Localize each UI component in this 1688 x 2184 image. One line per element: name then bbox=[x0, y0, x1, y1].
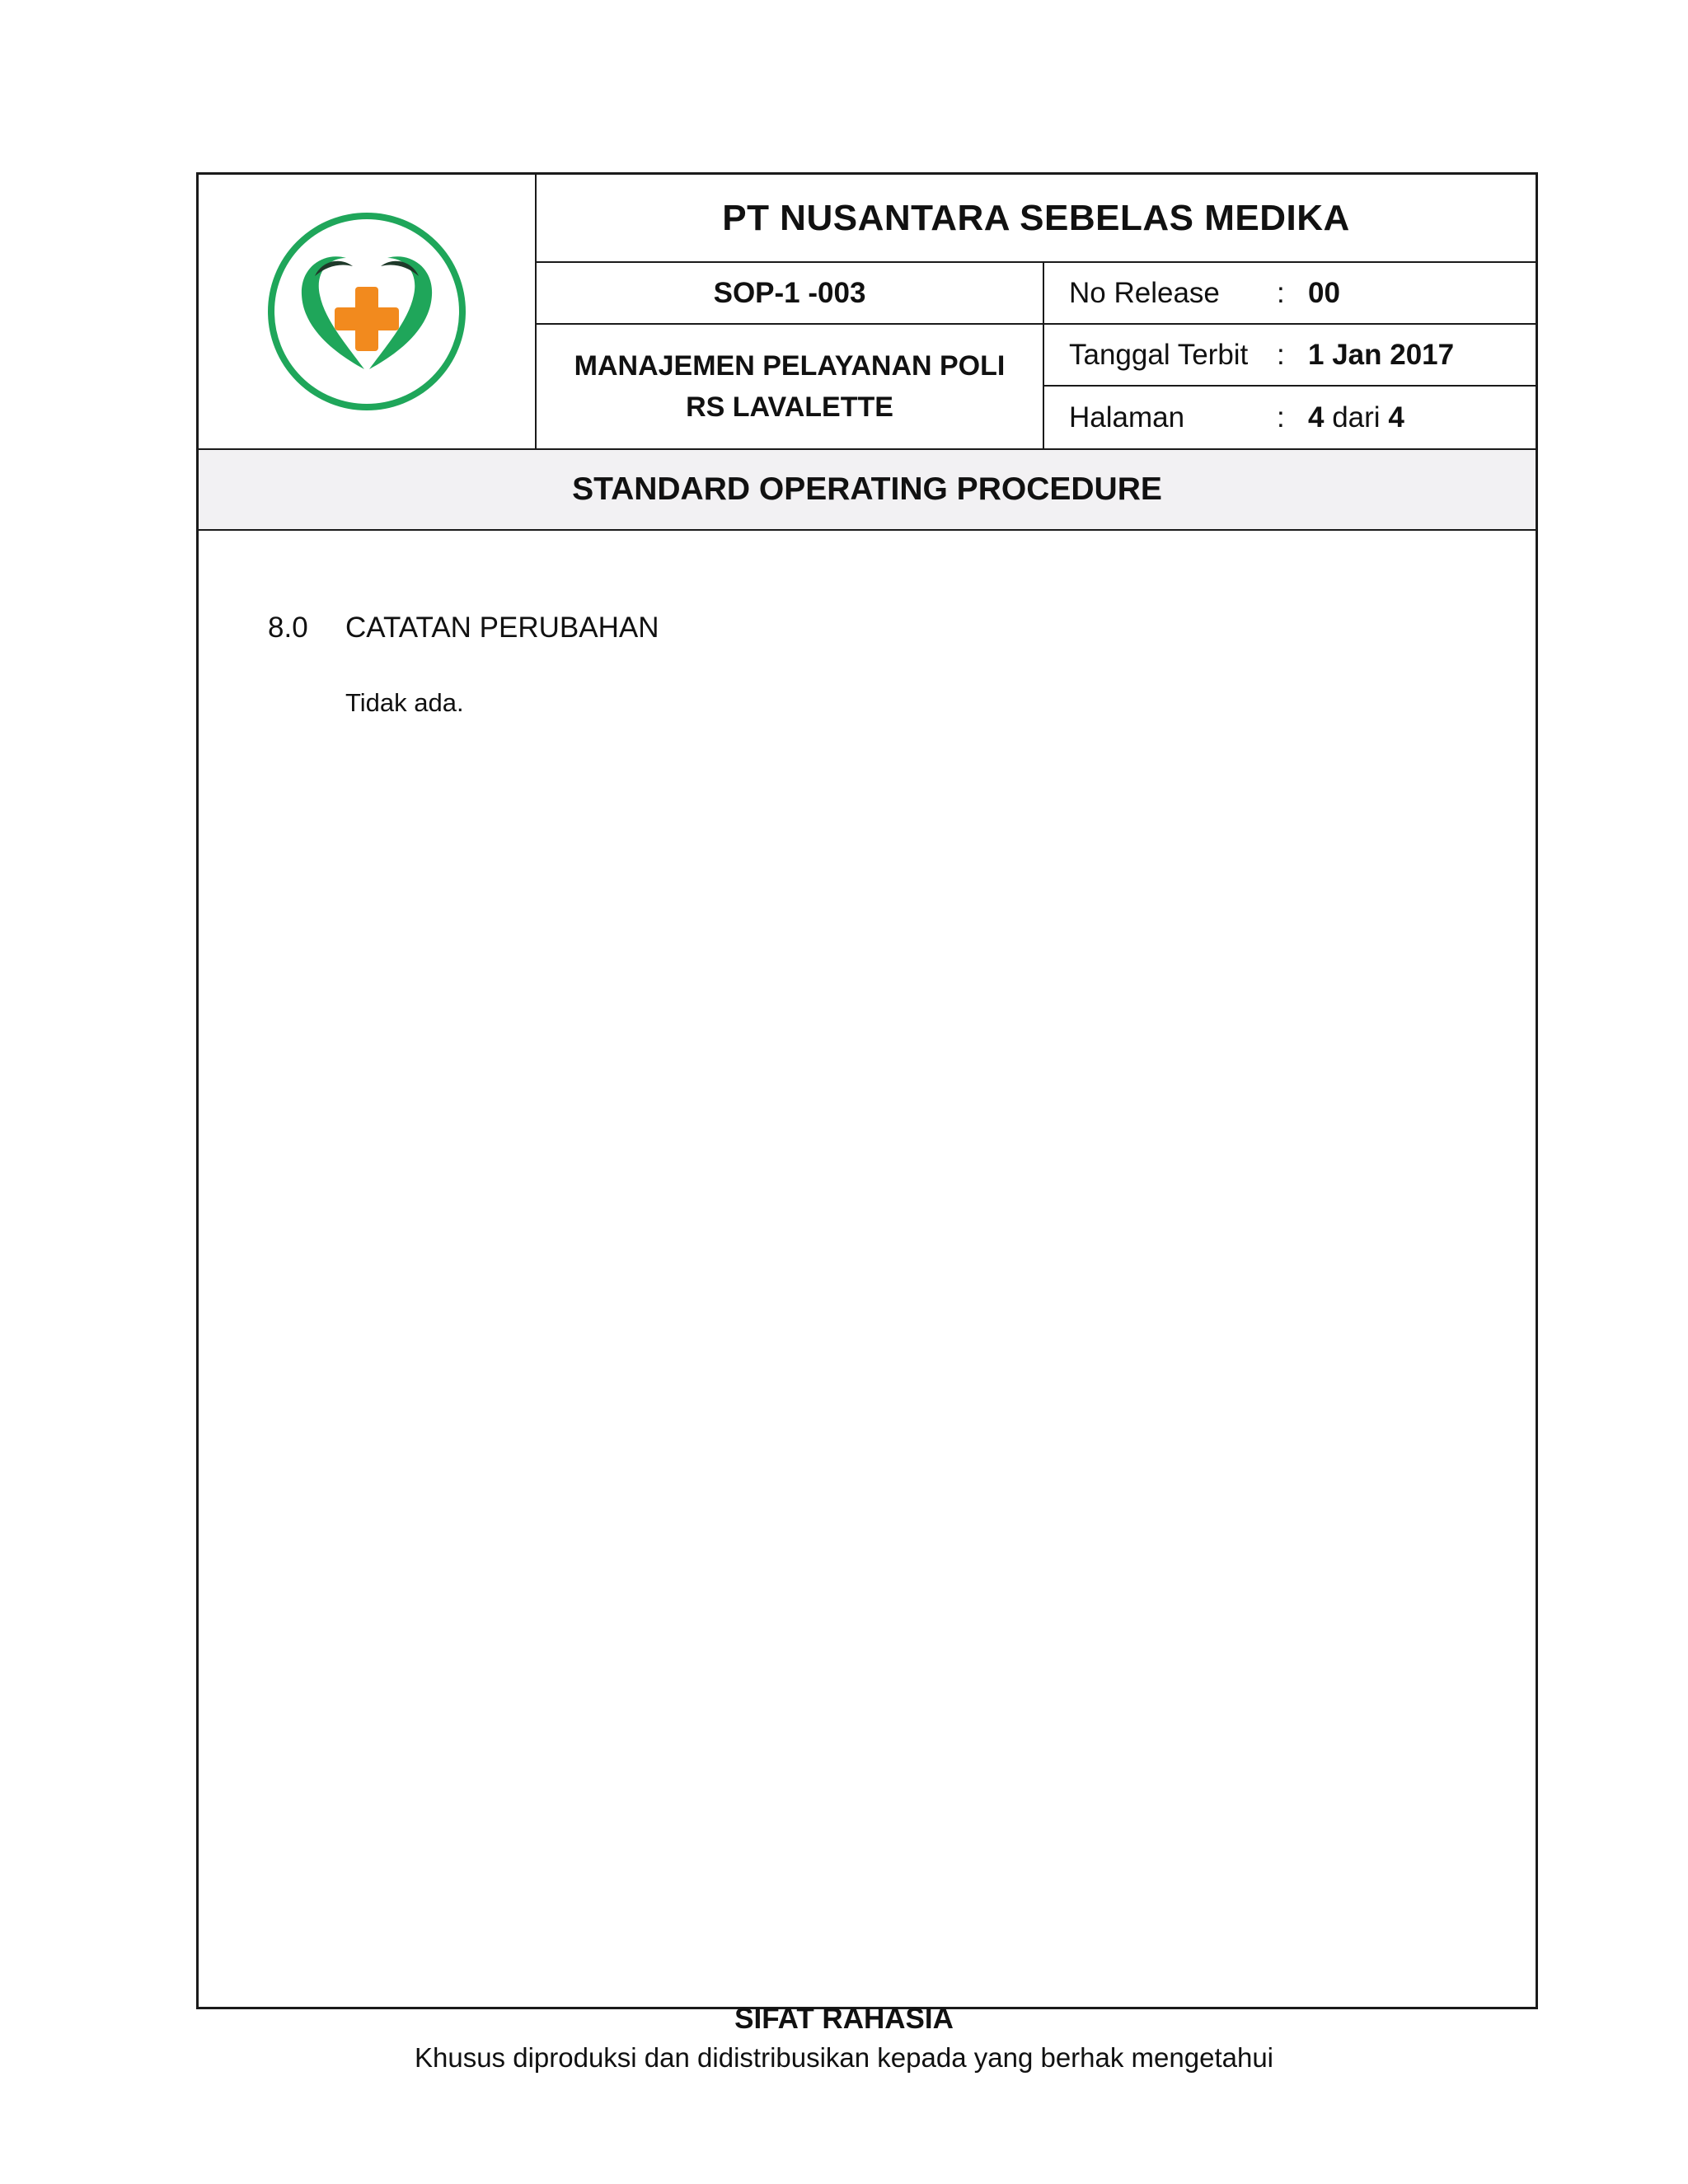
release-colon: : bbox=[1277, 276, 1285, 309]
page-row bbox=[1044, 387, 1536, 448]
sop-band-title: STANDARD OPERATING PROCEDURE bbox=[199, 448, 1536, 531]
document-title bbox=[537, 325, 1044, 448]
section-number: 8.0 bbox=[268, 612, 308, 644]
page-value bbox=[1308, 401, 1404, 434]
company-name: PT NUSANTARA SEBELAS MEDIKA bbox=[537, 175, 1536, 263]
page-current: 4 bbox=[1308, 401, 1325, 434]
document-frame bbox=[196, 172, 1538, 2009]
logo-cell bbox=[199, 175, 537, 448]
document-title-line2: RS LAVALETTE bbox=[686, 391, 893, 423]
page-separator: dari bbox=[1332, 401, 1381, 434]
issue-date-label: Tanggal Terbit bbox=[1069, 338, 1249, 371]
issue-date-colon: : bbox=[1277, 338, 1285, 371]
page-label: Halaman bbox=[1069, 401, 1185, 434]
page-total: 4 bbox=[1388, 401, 1404, 434]
issue-date-row bbox=[1044, 325, 1536, 387]
section-text: Tidak ada. bbox=[345, 688, 464, 717]
heart-medical-cross-logo-icon bbox=[264, 209, 470, 415]
release-value: 00 bbox=[1308, 276, 1340, 309]
section-heading bbox=[268, 612, 659, 644]
document-code: SOP-1 -003 bbox=[537, 263, 1044, 325]
footer-note: Khusus diproduksi dan didistribusikan kepada yang berhak mengetahui bbox=[414, 2042, 1273, 2073]
release-row bbox=[1044, 263, 1536, 325]
page-colon: : bbox=[1277, 401, 1285, 434]
footer-title: SIFAT RAHASIA bbox=[734, 2003, 954, 2035]
document-title-line1: MANAJEMEN PELAYANAN POLI bbox=[574, 350, 1006, 382]
issue-date-value: 1 Jan 2017 bbox=[1308, 338, 1455, 371]
section-title: CATATAN PERUBAHAN bbox=[345, 612, 659, 644]
release-label: No Release bbox=[1069, 276, 1220, 309]
